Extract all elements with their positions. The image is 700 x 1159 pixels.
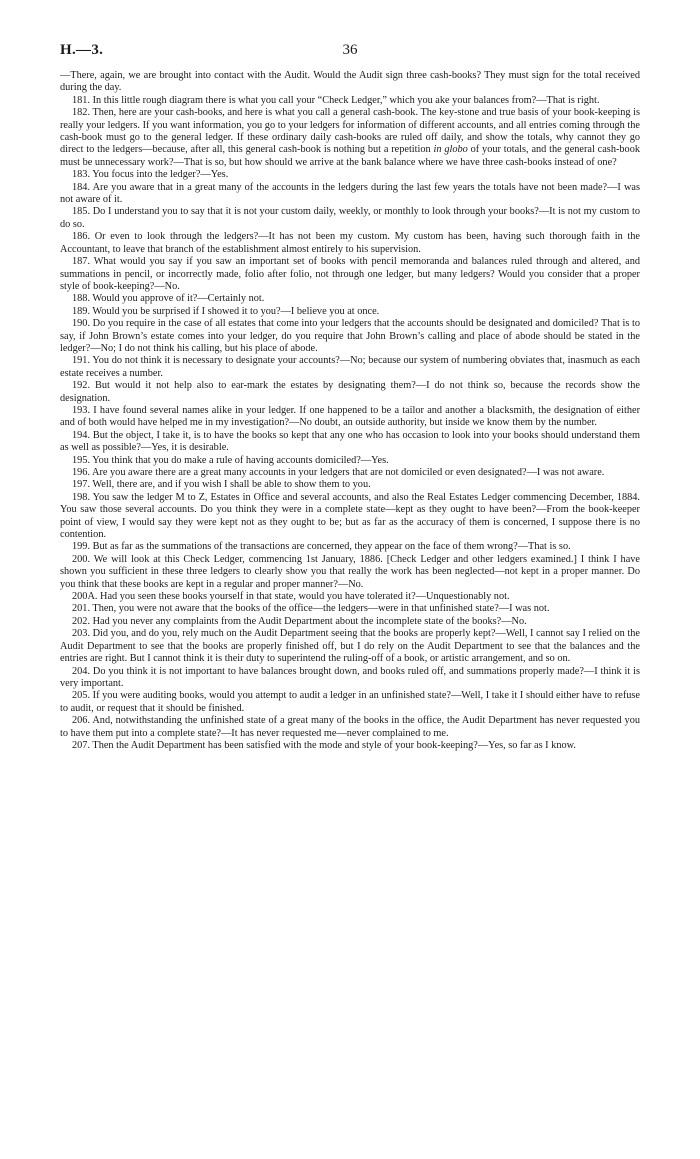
paragraph: 200. We will look at this Check Ledger, commencing 1st January, 1886. [Check Ledger and other ledgers examined.] I think I have shown you sufficient in these three ledgers to clearly show you that really the work has been neglected—not kept in a proper manner. Do you think that these books are kept in a regular and proper manner?—No. [60,553,640,590]
paragraph: 193. I have found several names alike in your ledger. If one happened to be a tailor and another a blacksmith, the designation of either and of both would have helped me in my investigation?—No doubt, an outside authority, but inside we know them by the number. [60,404,640,429]
page-header [60,42,640,62]
paragraph: 200A. Had you seen these books yourself in that state, would you have tolerated it?—Unquestionably not. [72,591,510,603]
paragraph: 192. But would it not help also to ear-mark the estates by designating them?—I do not think so, because the records show the designation. [60,380,640,404]
paragraph: 184. Are you aware that in a great many of the accounts in the ledgers during the last few years the totals have not been made?—I was not aware of it. [60,181,640,206]
document-id: H.—3. [60,42,104,58]
paragraph: 189. Would you be surprised if I showed it to you?—I believe you at once. [72,305,380,317]
paragraph: 183. You focus into the ledger?—Yes. [72,169,229,181]
paragraph: 198. You saw the ledger M to Z, Estates in Office and several accounts, and also the Real Estates Ledger commencing December, 1884. You saw those several accounts. Do you think they were in a complete state—kept as they ought to have been?—From the book-keeper point of view, I would say they were kept not as they ought to be; but as far as the accuracy of them is concerned, I suppose there is no contention. [60,491,640,541]
paragraph: —There, again, we are brought into contact with the Audit. Would the Audit sign three cash-books? They must sign for the total received during the day. [60,70,640,94]
page-number: 36 [342,42,358,58]
paragraph: 197. Well, there are, and if you wish I shall be able to show them to you. [72,479,371,491]
paragraph: 185. Do I understand you to say that it is not your custom daily, weekly, or monthly to look through your books?—It is not my custom to do so. [60,206,640,230]
paragraph: 196. Are you aware there are a great many accounts in your ledgers that are not domiciled or even designated?—I was not aware. [72,467,605,478]
paragraph: 206. And, notwithstanding the unfinished state of a great many of the books in the office, the Audit Department has never requested you to have them put into a complete state?—It has never requested me—never complained to me. [60,715,640,739]
paragraph: 190. Do you require in the case of all estates that come into your ledgers that the accounts should be designated and domiciled? That is to say, if John Brown’s estate comes into your ledger, do you require that John Brown’s calling and place of abode should be stated in the ledger?—No; I do not think his calling, but his place of abode. [60,318,640,354]
paragraph: 191. You do not think it is necessary to designate your accounts?—No; because our system of numbering obviates that, inasmuch as each estate receives a number. [60,355,640,379]
paragraph: 182. Then, here are your cash-books, and here is what you call a general cash-book. The key-stone and true basis of your book-keeping is really your ledgers. If you want information, you go to your ledgers for information of different accounts, and all entries coming through the cash-book must go to the general ledger. If these ordinary daily cash-books are ruled off daily, and show the totals, why cannot they go direct to the ledgers—because, after all, this general cash-book is nothing but a repetition in globo of your totals, and the general cash-book must be unnecessary work?—That is so, but how should we arrive at the bank balance where we have three cash-books instead of one? [60,107,640,168]
paragraph: 188. Would you approve of it?—Certainly not. [72,293,265,305]
document-body [60,70,640,752]
paragraph: 194. But the object, I take it, is to have the books so kept that any one who has occasion to look into your books should understand them as well as possible?—Yes, it is desirable. [60,429,640,454]
paragraph: 204. Do you think it is not important to have balances brought down, and books ruled off, and summations properly made?—I think it is very important. [60,665,640,689]
paragraph: 199. But as far as the summations of the transactions are concerned, they appear on the face of them wrong?—That is so. [72,541,571,553]
paragraph: 186. Or even to look through the ledgers?—It has not been my custom. My custom has been, having such thorough faith in the Accountant, to leave that branch of the establishment almost entirely to his supervision. [60,231,640,255]
paragraph: 203. Did you, and do you, rely much on the Audit Department seeing that the books are properly kept?—Well, I cannot say I relied on the Audit Department to see that the books are properly finished off, but I do rely on the Audit Department to see that the balances and the entries are right. But I cannot think it is their duty to superintend the ruling-off of a book, or artistic arrangement, and so on. [60,628,640,665]
paragraph: 202. Had you never any complaints from the Audit Department about the incomplete state of the books?—No. [72,615,527,627]
paragraph: 181. In this little rough diagram there is what you call your “Check Ledger,” which you ake your balances from?—That is right. [72,94,600,106]
paragraph: 201. Then, you were not aware that the books of the office—the ledgers—were in that unfinished state?—I was not. [72,603,550,615]
paragraph: 187. What would you say if you saw an important set of books with pencil memoranda and balances ruled through and altered, and summations in pencil, or incorrectly made, folio after folio, not through one ledger, but many ledgers? Would you consider that a proper style of book-keeping?—No. [60,256,640,292]
paragraph: 207. Then the Audit Department has been satisfied with the mode and style of your book-keeping?—Yes, so far as I know. [72,739,576,751]
paragraph: 205. If you were auditing books, would you attempt to audit a ledger in an unfinished state?—Well, I take it I should either have to refuse to audit, or request that it should be finished. [60,690,640,714]
paragraph: 195. You think that you do make a rule of having accounts domiciled?—Yes. [72,454,389,466]
